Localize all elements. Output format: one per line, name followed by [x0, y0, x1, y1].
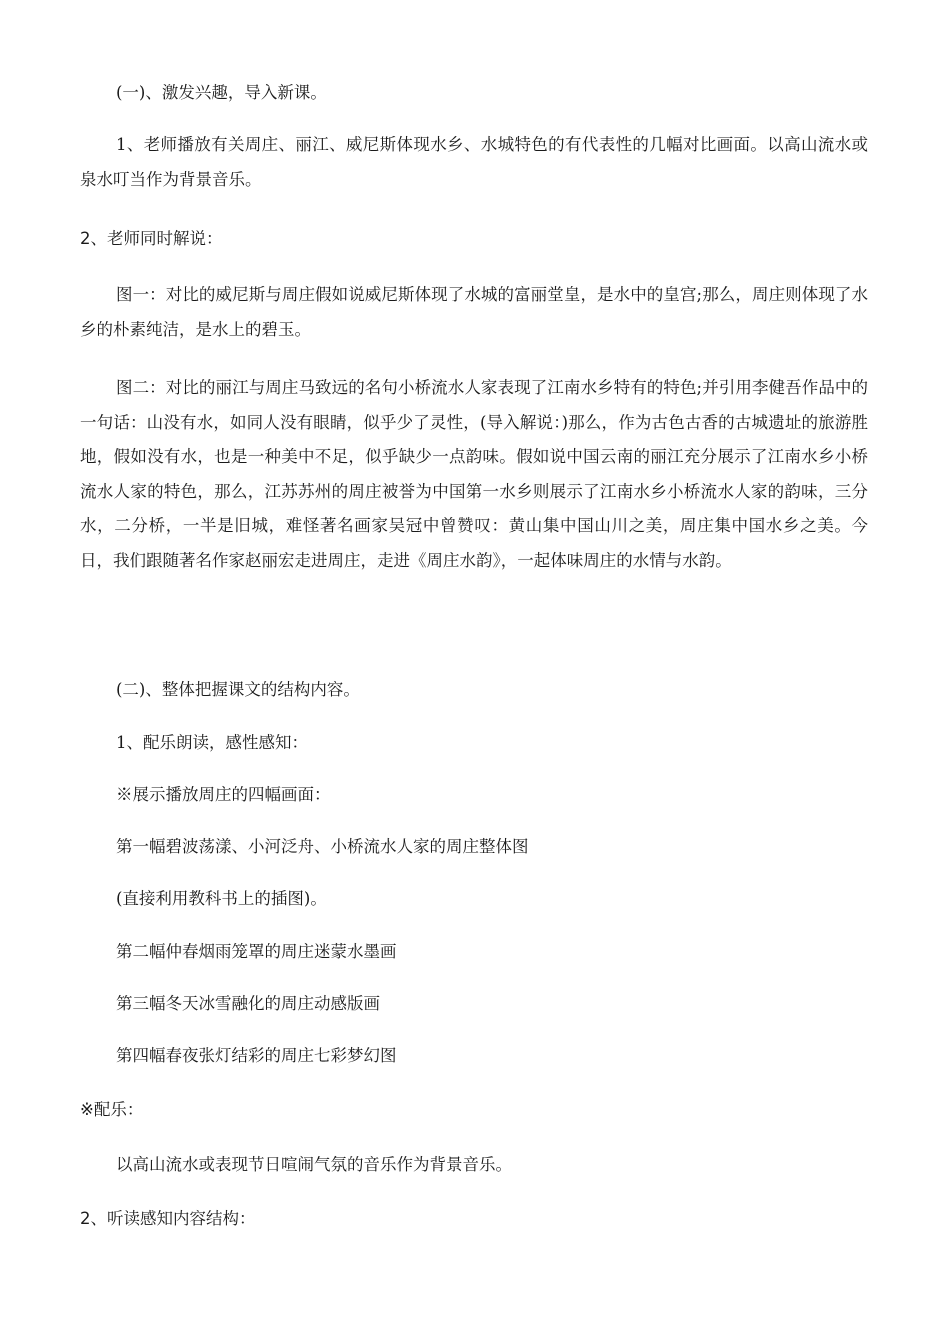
section-heading-2: (二)、整体把握课文的结构内容。 — [116, 680, 360, 699]
paragraph-music-label: ※配乐： — [80, 1100, 144, 1119]
paragraph-music-desc: 以高山流水或表现节日喧闹气氛的音乐作为背景音乐。 — [116, 1155, 512, 1174]
list-item-image-4: 第四幅春夜张灯结彩的周庄七彩梦幻图 — [116, 1046, 397, 1065]
paragraph-show-images: ※展示播放周庄的四幅画面： — [116, 785, 331, 804]
list-item-image-1: 第一幅碧波荡漾、小河泛舟、小桥流水人家的周庄整体图 — [116, 837, 529, 856]
paragraph-figure-2: 图二：对比的丽江与周庄马致远的名句小桥流水人家表现了江南水乡特有的特色;并引用李健吾作品中的一句话：山没有水，如同人没有眼睛，似乎少了灵性，(导入解说：)那么，作为古色古香的古城遗址的旅游胜地，假如没有水，也是一种美中不足，似乎缺少一点韵味。假如说中国云南的丽江充分展示了江南水乡小桥流水人家的特色，那么，江苏苏州的周庄被誉为中国第一水乡则展示了江南水乡小桥流水人家的韵味，三分水，二分桥，一半是旧城，难怪著名画家吴冠中曾赞叹：黄山集中国山川之美，周庄集中国水乡之美。今日，我们跟随著名作家赵丽宏走进周庄，走进《周庄水韵》，一起体味周庄的水情与水韵。 — [80, 378, 868, 570]
paragraph-figure-1: 图一：对比的威尼斯与周庄假如说威尼斯体现了水城的富丽堂皇，是水中的皇宫;那么，周庄则体现了水乡的朴素纯洁，是水上的碧玉。 — [80, 285, 868, 339]
paragraph-step-2: 2、老师同时解说： — [80, 229, 223, 248]
list-item-image-1-note: (直接利用教科书上的插图)。 — [116, 889, 327, 908]
paragraph-step-4: 2、听读感知内容结构： — [80, 1209, 256, 1228]
list-item-image-2: 第二幅仲春烟雨笼罩的周庄迷蒙水墨画 — [116, 942, 397, 961]
paragraph-step-1: 1、老师播放有关周庄、丽江、威尼斯体现水乡、水城特色的有代表性的几幅对比画面。以高山流水或泉水叮当作为背景音乐。 — [80, 135, 868, 189]
section-heading-1: (一)、激发兴趣，导入新课。 — [116, 83, 327, 102]
paragraph-step-3: 1、配乐朗读，感性感知： — [116, 733, 308, 752]
list-item-image-3: 第三幅冬天冰雪融化的周庄动感版画 — [116, 994, 380, 1013]
